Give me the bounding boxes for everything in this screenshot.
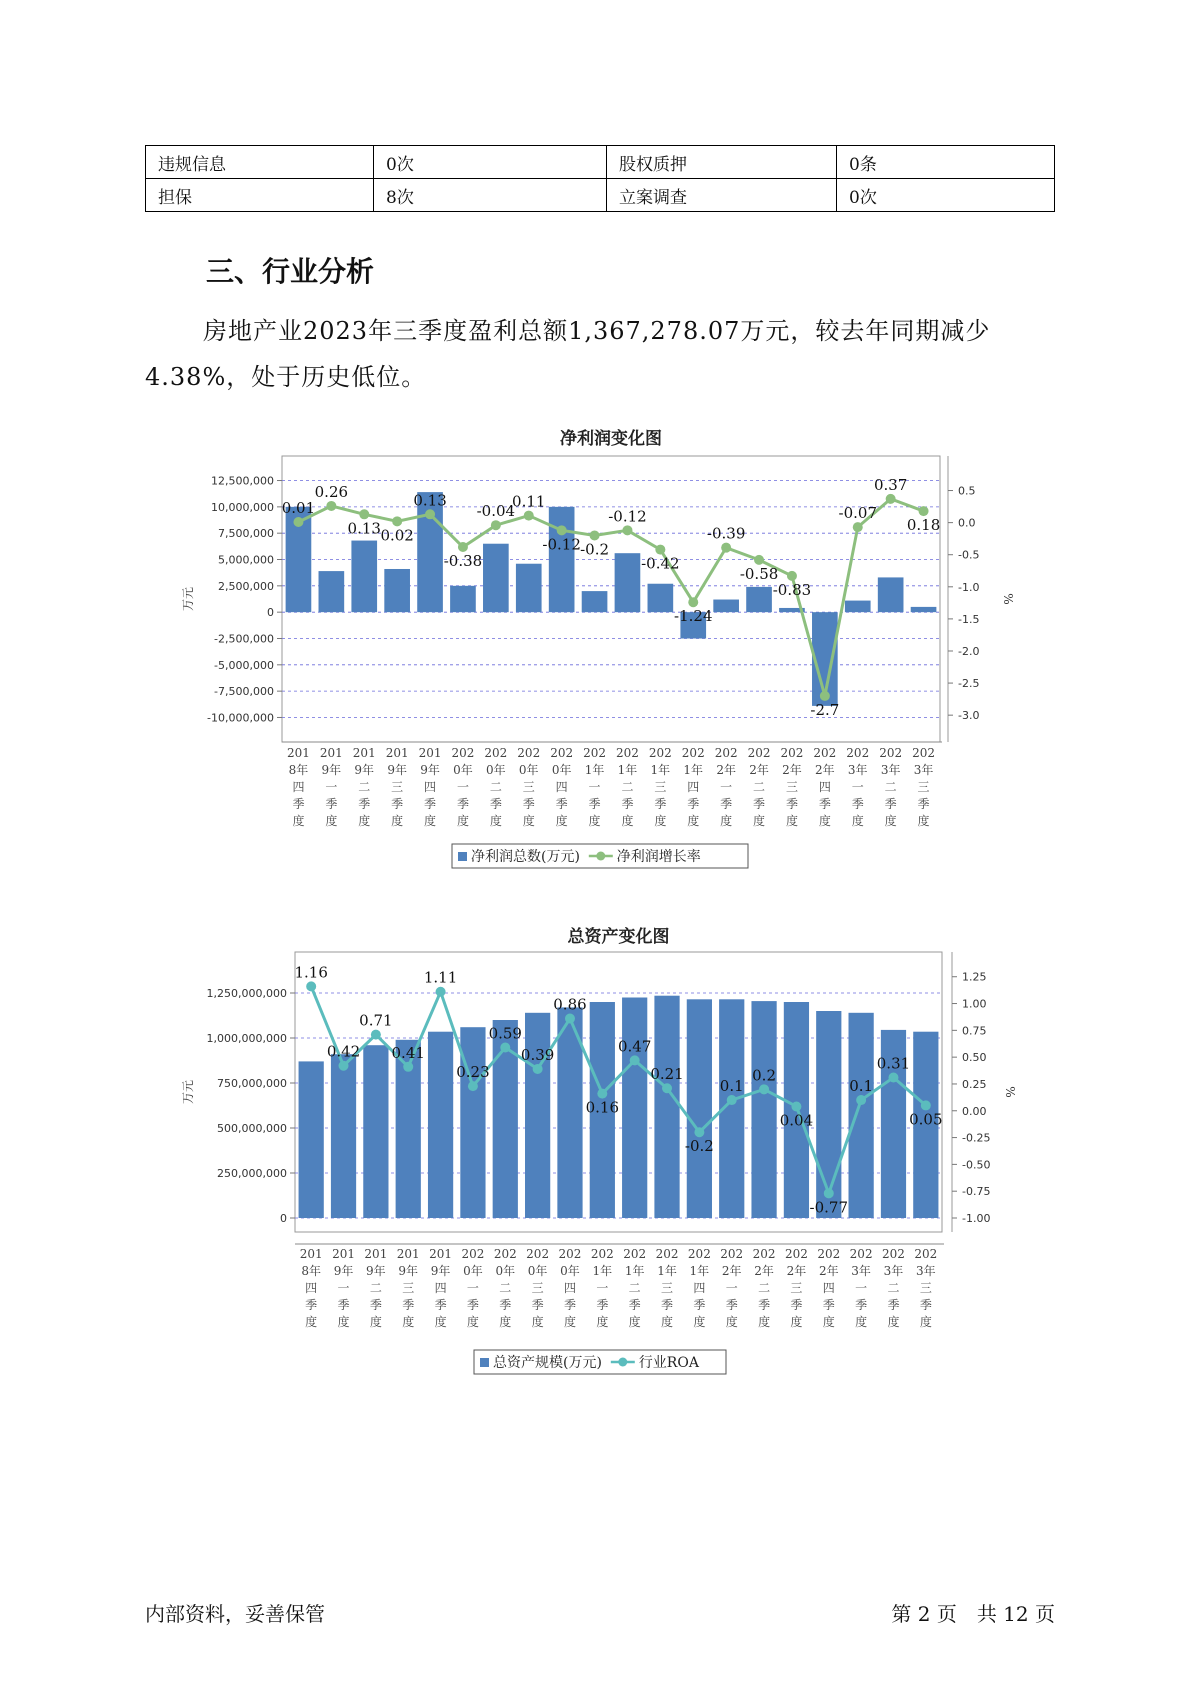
data-label: -0.07 (838, 504, 877, 523)
x-tick-label: 202 2年二季度 (747, 746, 771, 828)
line-point (339, 1061, 349, 1071)
section-title: 三、行业分析 (206, 255, 375, 288)
x-tick-label: 202 0年二季度 (484, 746, 508, 828)
bar (615, 553, 641, 612)
line-point (919, 506, 929, 516)
x-tick-label: 202 0年三季度 (517, 746, 541, 828)
x-tick-label: 201 9年四季度 (429, 1247, 453, 1329)
line-point (824, 1188, 834, 1198)
x-tick-label: 202 1年三季度 (655, 1247, 679, 1329)
y2-tick-label: -1.00 (962, 1212, 991, 1225)
bar (684, 999, 714, 1218)
bar (525, 1013, 550, 1218)
y-tick-label: 12,500,000 (211, 474, 274, 488)
data-label: 0.1 (849, 1077, 874, 1096)
line-point (662, 1083, 672, 1093)
y2-tick-label: -0.50 (962, 1158, 991, 1172)
line-point (491, 520, 501, 530)
table-cell: 0条 (837, 146, 1055, 179)
table-cell: 0次 (837, 179, 1055, 212)
chart-legend (452, 844, 748, 868)
line-point (694, 1127, 704, 1137)
bar (331, 1054, 356, 1218)
chart-legend (474, 1350, 726, 1374)
table-row (146, 179, 1055, 212)
y-tick-label: 0 (280, 1212, 287, 1225)
bar (878, 577, 904, 612)
line-point (524, 511, 534, 521)
y2-tick-label: 0.5 (958, 484, 976, 498)
data-label: 0.26 (314, 482, 349, 501)
data-label: 0.01 (281, 498, 316, 517)
x-tick-label: 201 9年三季度 (385, 746, 409, 828)
y2-tick-label: 0.50 (962, 1051, 987, 1065)
y2-tick-label: 0.00 (962, 1104, 987, 1118)
data-label: -0.12 (608, 507, 647, 526)
line-point (403, 1062, 413, 1072)
y-tick-label: -7,500,000 (214, 685, 274, 699)
x-tick-label: 202 3年三季度 (914, 1247, 938, 1329)
data-label: -0.2 (684, 1137, 714, 1156)
x-tick-label: 202 1年四季度 (681, 746, 705, 828)
bar (351, 541, 377, 613)
y-tick-label: 500,000,000 (217, 1122, 287, 1135)
y2-tick-label: -1.0 (958, 580, 980, 594)
bar (516, 564, 542, 612)
y2-tick-label: 0.25 (962, 1077, 987, 1091)
data-label: -2.7 (810, 700, 840, 719)
y2-tick-label: -1.5 (958, 612, 980, 626)
y2-tick-label: -2.0 (958, 644, 980, 658)
x-tick-label: 202 2年二季度 (752, 1247, 776, 1329)
x-tick-label: 201 9年二季度 (364, 1247, 388, 1329)
x-tick-label: 202 0年一季度 (451, 746, 475, 828)
plot-frame (282, 456, 940, 742)
data-label: -0.2 (580, 540, 610, 559)
bar (299, 1061, 324, 1218)
x-tick-label: 202 2年三季度 (784, 1247, 808, 1329)
legend-bar-label: 净利润总数(万元) (471, 849, 580, 865)
line-point (557, 525, 567, 535)
data-label: 0.1 (719, 1077, 744, 1096)
x-tick-label: 202 2年一季度 (720, 1247, 744, 1329)
data-label: 0.18 (906, 516, 941, 535)
data-label: 0.42 (326, 1042, 361, 1061)
y-tick-label: 750,000,000 (217, 1077, 287, 1090)
data-label: -0.12 (542, 535, 581, 554)
y-axis-title: 万元 (181, 1079, 195, 1105)
bar (549, 507, 575, 612)
table-cell: 担保 (146, 179, 374, 212)
y2-tick-label: -0.5 (958, 548, 980, 562)
line-point (359, 509, 369, 519)
line-point (759, 1084, 769, 1094)
line-point (293, 517, 303, 527)
x-tick-label: 202 3年二季度 (882, 1247, 905, 1329)
x-tick-label: 202 0年二季度 (493, 1247, 517, 1329)
x-tick-label: 202 3年一季度 (846, 746, 870, 828)
plot-frame (295, 952, 942, 1232)
bar (483, 544, 509, 612)
x-tick-label: 201 8年四季度 (286, 746, 310, 828)
legend-line-label: 净利润增长率 (616, 849, 701, 865)
table-row (146, 146, 1055, 179)
table-cell: 违规信息 (146, 146, 374, 179)
x-tick-label: 202 2年一季度 (714, 746, 738, 828)
data-label: -0.38 (443, 552, 483, 571)
legend-line-label: 行业ROA (638, 1355, 699, 1371)
data-label: 0.13 (347, 519, 381, 538)
y-tick-label: 0 (267, 606, 274, 620)
x-tick-label: 201 9年二季度 (352, 746, 376, 828)
y-tick-label: 7,500,000 (218, 527, 274, 541)
bar (713, 600, 739, 613)
x-tick-label: 202 0年一季度 (461, 1247, 485, 1329)
data-label: 0.86 (553, 995, 587, 1014)
x-tick-label: 202 0年四季度 (558, 1247, 582, 1329)
legend-bar-swatch (458, 852, 467, 861)
line-point (655, 545, 665, 555)
bar (363, 1045, 388, 1218)
x-tick-label: 202 1年二季度 (615, 746, 639, 828)
y2-tick-label: -0.75 (962, 1185, 991, 1199)
x-tick-label: 202 2年三季度 (780, 746, 804, 828)
y2-tick-label: 0.75 (962, 1024, 987, 1038)
line-point (590, 530, 600, 540)
line-point (468, 1081, 478, 1091)
bar (428, 1032, 453, 1218)
y-tick-label: 1,250,000,000 (206, 987, 287, 1000)
footer-page-number: 第 2 页 共 12 页 (891, 1602, 1055, 1626)
legend-bar-label: 总资产规模(万元) (493, 1355, 602, 1371)
y2-tick-label: -3.0 (958, 709, 980, 723)
x-tick-label: 202 1年一季度 (583, 746, 607, 828)
table-cell: 8次 (374, 179, 607, 212)
x-tick-label: 202 3年一季度 (849, 1247, 873, 1329)
legend-bar-swatch (480, 1358, 489, 1367)
line-point (820, 691, 830, 701)
line-point (754, 555, 764, 565)
data-label: -1.24 (674, 607, 713, 626)
x-tick-label: 201 9年一季度 (332, 1247, 355, 1329)
chart-title: 净利润变化图 (560, 429, 662, 449)
bar (319, 571, 345, 612)
y2-tick-label: 0.0 (958, 516, 976, 530)
bar (849, 1013, 874, 1218)
data-label: -0.77 (809, 1198, 849, 1217)
y2-tick-label: -2.5 (958, 677, 980, 691)
x-tick-label: 202 1年三季度 (648, 746, 672, 828)
data-label: -0.42 (641, 554, 680, 573)
data-label: 0.11 (512, 492, 546, 511)
y-axis-title: 万元 (181, 586, 195, 612)
x-tick-label: 202 3年三季度 (912, 746, 936, 828)
data-label: 0.47 (617, 1037, 652, 1056)
x-tick-label: 201 8年四季度 (299, 1247, 323, 1329)
data-label: 0.39 (520, 1045, 555, 1064)
bar (648, 584, 674, 612)
data-label: 0.2 (752, 1066, 777, 1085)
data-label: 0.41 (391, 1043, 425, 1062)
data-label: 0.59 (488, 1024, 522, 1043)
x-tick-label: 202 1年四季度 (687, 1247, 711, 1329)
line-point (787, 571, 797, 581)
y-tick-label: 2,500,000 (218, 579, 274, 593)
data-label: 0.04 (779, 1111, 814, 1130)
line-point (500, 1042, 510, 1052)
bar (582, 591, 608, 612)
line-point (371, 1030, 381, 1040)
bar (654, 996, 679, 1218)
analysis-paragraph: 房地产业2023年三季度盈利总额1,367,278.07万元，较去年同期减少4.38%，处于历史低位。 (145, 317, 991, 391)
bar (384, 569, 410, 612)
line-point (721, 543, 731, 553)
table-cell: 股权质押 (607, 146, 837, 179)
bar (751, 1001, 776, 1218)
line-point (326, 501, 336, 511)
y-tick-label: 1,000,000,000 (206, 1032, 287, 1045)
data-label: 0.13 (413, 491, 447, 510)
x-tick-label: 202 3年二季度 (879, 746, 903, 828)
x-tick-label: 202 2年四季度 (813, 746, 837, 828)
y2-axis-title: % (1001, 593, 1015, 605)
bar (816, 1011, 841, 1218)
y-tick-label: -2,500,000 (214, 632, 274, 646)
data-label: 0.02 (380, 526, 414, 545)
data-label: -0.58 (739, 564, 779, 583)
data-label: 1.11 (423, 968, 458, 987)
data-label: 0.37 (873, 475, 908, 494)
x-tick-label: 201 9年四季度 (418, 746, 442, 828)
y2-tick-label: 1.25 (962, 970, 987, 984)
net-profit-chart (0, 420, 1191, 890)
data-label: -0.39 (706, 524, 746, 543)
line-point (853, 522, 863, 532)
footer-confidential: 内部资料，妥善保管 (145, 1602, 325, 1626)
line-point (888, 1073, 898, 1083)
legend-line-marker (596, 852, 605, 861)
data-label: -0.04 (476, 502, 516, 521)
y2-tick-label: 1.00 (962, 997, 987, 1011)
table-cell: 0次 (374, 146, 607, 179)
data-label: -0.83 (772, 580, 812, 599)
table-cell: 立案调查 (607, 179, 837, 212)
y2-tick-label: -0.25 (962, 1131, 991, 1145)
line-point (392, 516, 402, 526)
data-label: 0.23 (456, 1063, 490, 1082)
bar (450, 586, 476, 612)
bar (622, 998, 647, 1219)
x-tick-label: 202 1年一季度 (590, 1247, 614, 1329)
data-label: 0.05 (909, 1110, 943, 1129)
x-tick-label: 202 0年三季度 (526, 1247, 550, 1329)
line-point (688, 597, 698, 607)
total-assets-chart (0, 918, 1191, 1388)
x-tick-label: 202 2年四季度 (817, 1247, 841, 1329)
x-tick-label: 202 1年二季度 (623, 1247, 647, 1329)
x-tick-label: 201 9年一季度 (319, 746, 343, 828)
info-table (145, 145, 1055, 212)
bar (911, 607, 937, 612)
line-point (921, 1100, 931, 1110)
line-point (630, 1055, 640, 1065)
line-point (436, 987, 446, 997)
line-point (533, 1064, 543, 1074)
y-tick-label: 250,000,000 (217, 1167, 287, 1180)
line-point (886, 494, 896, 504)
line-point (791, 1101, 801, 1111)
x-tick-label: 202 0年四季度 (550, 746, 574, 828)
line-point (597, 1089, 607, 1099)
bar (845, 601, 871, 613)
data-label: 0.31 (876, 1054, 911, 1073)
y-tick-label: 10,000,000 (211, 500, 274, 514)
data-label: 0.71 (359, 1011, 393, 1030)
data-label: 0.21 (650, 1065, 684, 1084)
line-point (856, 1095, 866, 1105)
data-label: 0.16 (585, 1098, 620, 1117)
bar (746, 587, 772, 612)
line-point (622, 525, 632, 535)
y-tick-label: 5,000,000 (218, 553, 274, 567)
chart-title: 总资产变化图 (567, 927, 670, 947)
y-tick-label: -10,000,000 (207, 711, 274, 725)
legend-line-marker (618, 1358, 627, 1367)
line-point (458, 542, 468, 552)
y-tick-label: -5,000,000 (214, 658, 274, 672)
y2-axis-title: % (1003, 1086, 1017, 1098)
line-point (425, 509, 435, 519)
data-label: 1.16 (294, 963, 328, 982)
line-point (727, 1095, 737, 1105)
x-tick-label: 201 9年三季度 (396, 1247, 420, 1329)
line-point (565, 1014, 575, 1024)
line-point (306, 981, 316, 991)
